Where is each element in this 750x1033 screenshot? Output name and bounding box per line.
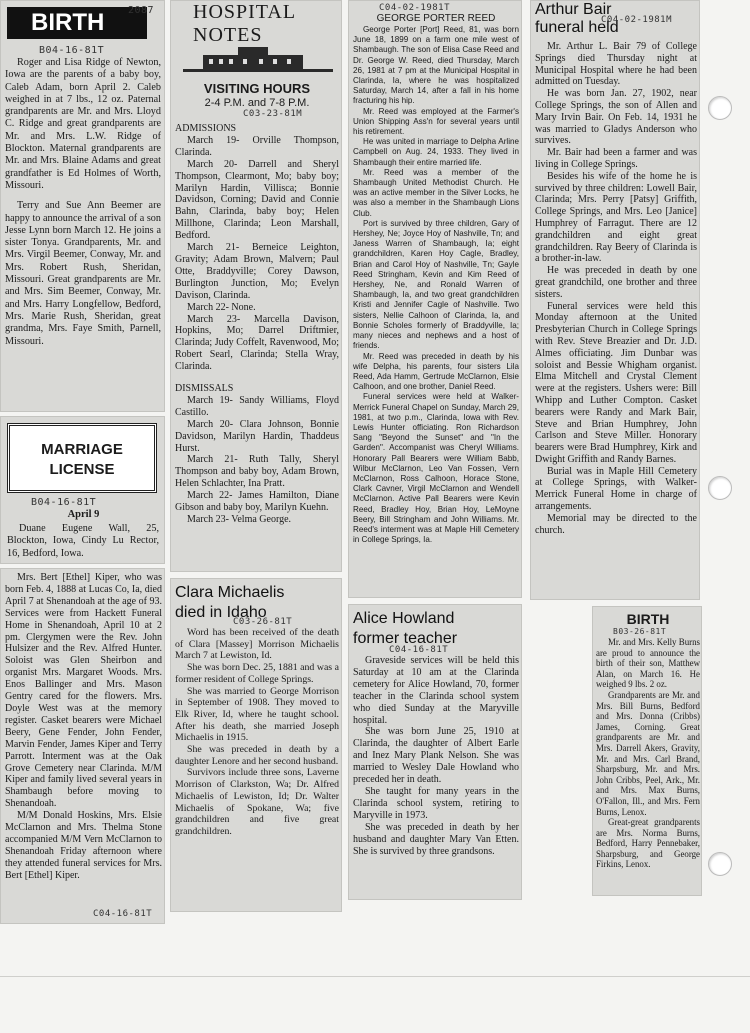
kiper-obituary-clipping — [0, 568, 165, 924]
paragraph: Mr. Bair had been a farmer and was living in College Springs. — [535, 147, 697, 170]
alice-heading — [353, 609, 457, 649]
paragraph: March 21- Berneice Leighton, Gravity; Adam Brown, Malvern; Paul Otte, Braddyville; Corey Dawson, Burlington Junction, Mo; Evelyn Davison, Clarinda. — [175, 242, 339, 301]
arthur-bair-clipping — [530, 0, 700, 600]
clara-heading-line2: died in Idaho — [175, 604, 267, 621]
paragraph: March 19- Sandy Williams, Floyd Castillo. — [175, 394, 339, 418]
alice-heading-line2: former teacher — [353, 630, 458, 647]
handwritten-date: B03-26-81T — [613, 627, 667, 636]
birth-clipping-ridge — [0, 0, 165, 412]
paragraph: Word has been received of the death of Clara [Massey] Morrison Michaelis March 7 at Lewiston, Id. — [175, 627, 339, 662]
alice-heading-line1: Alice Howland — [353, 610, 455, 627]
paragraph: March 22- None. — [187, 301, 256, 313]
visiting-hours-heading: VISITING HOURS — [203, 81, 311, 96]
handwritten-date: B04-16-81T — [39, 45, 105, 56]
handwritten-date: C04-16-81T — [93, 909, 153, 919]
hospital-masthead: HOSPITAL NOTES — [193, 1, 296, 46]
hospital-notes-clipping — [170, 0, 342, 572]
dismissals-label: DISMISSALS — [175, 383, 234, 395]
bair-text — [535, 41, 697, 536]
paragraph: Survivors include three sons, Laverne Morrison of Clarkston, Wa; Dr. Alfred Michaelis of Lewiston, Id; Dr. Walter Michaelis of Spokane, Wa; five grandchildren and five great grandchildren. — [175, 767, 339, 837]
paragraph: Besides his wife of the home he is survived by three children: Lowell Bair, Clarinda; Mrs. Perry [Patsy] Griffith, College Springs, and Mrs. Leo [Janice] Humphrey of Farragut. There are 12 grandchildren and eight great grandchildren. Ray Beery of Clarinda is a brother-in-law. — [535, 170, 697, 265]
paragraph: He was born Jan. 27, 1902, near College Springs, the son of Allen and Mary Irvin Bair. On Feb. 14, 1931 he was married to Gladys Anderson who survives. — [535, 88, 697, 147]
alice-text — [353, 655, 519, 857]
bair-heading-line1: Arthur Bair — [535, 1, 612, 18]
reed-text — [353, 25, 519, 545]
paragraph: Mr. and Mrs. Kelly Burns are proud to announce the birth of their son, Matthew Alan, on March 16. He weighed 9 lbs. 2 oz. — [596, 637, 700, 690]
marriage-heading-line2: LICENSE — [49, 461, 115, 478]
paragraph: M/M Donald Hoskins, Mrs. Elsie McClarnon and Mrs. Thelma Stone accompanied M/M Vern McClarnon to Shenandoah Friday afternoon where they attended funeral services for Mrs. Bert [Ethel] Kiper. — [5, 810, 162, 881]
paragraph: Funeral services were held at Walker-Merrick Funeral Chapel on Sunday, March 29, 1981, at two p.m., Clarinda, Iowa with Rev. Lewis Hunter officiating. Ron Richardson Sang "Beyond the Sunset" and "In the Garden". Accompanist was Cheryl Williams. Honorary Pall Bearers were William Babb, Wilbur McClarnon, Leo Van Fossen, Vern McClarnon, Ross Calhoon, Horace Stone, Clark Cavner, Virgil McClarnon and Wendell McClarnon. Active Pall Bearers were Kevin Reed, Bradley Hoy, Brian Hoy, LeMoyne Beery, Bill Stringham and John Williams. Mr. Reed's interment was at Maple Hill Cemetery in College Springs, Ia. — [353, 392, 519, 545]
alice-howland-clipping — [348, 604, 522, 900]
paragraph: Grandparents are Mr. and Mrs. Bill Burns, Bedford and Mrs. Donna (Cribbs) James, Corning. Great grandparents are Mr. and Mrs. Darrell Akers, Gravity, Mr. and Mrs. Carl Brand, Sharpsburg, Mr. and Mrs. John Cribbs, Peel, Ark., Mr. and Mrs. Max Burns, O'Fallon, Ill., and Mrs. Fern Burns, Lenox. — [596, 689, 700, 817]
paragraph: March 21- Ruth Tally, Sheryl Thompson and baby boy, Adam Brown, Helen Schlachter, Ina Pratt. — [175, 454, 339, 490]
paragraph: Funeral services were held this Monday afternoon at the United Presbyterian Church in College Springs with Rev. Steve Breazier and Dr. J.D. Almes officiating. Jim Dunbar was soloist and Bessie Whigham organist. Elma Mitchell and Crystal Clement were at the registers. Ushers were: Bill Whipp and Luther Compton. Casket bearers were Randy and Mark Bair, Steve and Brian Humphrey, John Carlson and Steve Miller. Honorary bearers were Brad Humphrey, Kirk and Dwight Griffith and Randy Barnes. — [535, 300, 697, 465]
marriage-heading-line1: MARRIAGE — [41, 441, 123, 458]
paragraph: March 22- James Hamilton, Diane Gibson and baby boy, Marilyn Kuehn. — [175, 490, 339, 514]
paragraph: She was preceded in death by her husband and daughter Mary Van Etten. She is survived by three grandsons. — [353, 821, 519, 857]
paragraph: She was preceded in death by a daughter Lenore and her second husband. — [175, 744, 339, 767]
marriage-heading-box — [7, 423, 157, 493]
paragraph: Mr. Reed was preceded in death by his wife Delpha, his parents, four sisters Lila Reed, Ada Hamm, Gertrude McClarnon, Elsie Calhoon, and one brother, Daniel Reed. — [353, 351, 519, 392]
handwritten-date: B04-16-81T — [31, 497, 97, 508]
paragraph: March 23- Velma George. — [187, 514, 292, 525]
paragraph: George Porter [Port] Reed, 81, was born June 18, 1899 on a farm one mile west of Shambaugh. The son of Elisa Case Reed and Dr. George W. Reed, died Thursday, March 26, 1981 at 7 pm at the Municipal Hospital in Clarinda, Ia, where he was hospitalized Saturday, March 14, after a fall in his home fracturing his hip. — [353, 25, 519, 106]
paragraph: Mr. Reed was a member of the Shambaugh United Methodist Church. He was an active member in the Silver Locks, he was also a member in the Shambaugh Lions Club. — [353, 167, 519, 218]
paragraph: She was born June 25, 1910 at Clarinda, the daughter of Albert Earle and Inez Mary Plank Nelson. She was married to Wesley Dale Howland who preceded her in death. — [353, 726, 519, 786]
paragraph: Great-great grandparents are Mrs. Norma Burns, Bedford, Harry Pennebaker, Sharpsburg, and George Firkins, Lenox. — [596, 817, 700, 870]
kiper-text — [5, 572, 162, 882]
hospital-text — [175, 123, 339, 526]
paragraph: March 20- Darrell and Sheryl Thompson, Clearmont, Mo; baby boy; Marilyn Hardin, Villisca; Bonnie Davidson, Corning; David and Connie Bahn, Clarinda, baby boy; Helen Millhone, Clarinda; Leon Marshall, Bedford. — [175, 158, 339, 242]
paragraph: Mr. Arthur L. Bair 79 of College Springs died Thursday night at Municipal Hospital where he had been admitted on Tuesday. — [535, 41, 697, 88]
birth-clipping-burns — [592, 606, 702, 896]
paragraph: March 20- Clara Johnson, Bonnie Davidson, Marilyn Hardin, Thaddeus Hurst. — [175, 418, 339, 454]
paragraph: March 19- Orville Thompson, Clarinda. — [175, 134, 339, 158]
clara-michaelis-clipping — [170, 578, 342, 912]
reed-obituary-clipping — [348, 0, 522, 598]
handwritten-date: C03-23-81M — [243, 109, 303, 119]
paragraph: March 23- Marcella Davison, Hopkins, Mo; Darrel Driftmier, Clarinda; Judy Coffelt, Ravenwood, Mo; Robert Searl, Clarinda; Stella Wray, Clarinda. — [175, 313, 339, 373]
birth-text — [5, 57, 161, 348]
admissions-label: ADMISSIONS — [175, 123, 237, 134]
paragraph: She was born Dec. 25, 1881 and was a former resident of College Springs. — [175, 662, 339, 685]
clara-text — [175, 627, 339, 838]
paragraph: Terry and Sue Ann Beemer are happy to announce the arrival of a son Jesse Lynn born March 12. He joins a sister Tonya. Grandparents, Mr. and Mrs. Virgil Beemer, Conway, Mr. and Mrs. Robert Rush, Sheridan, Missouri. Great grandparents are Mr. and Mrs. Sim Beemer, Conway, Mr. and Mrs. Harry Longfellow, Bedford, Mrs. Marie Rush, Sheridan, great grandma, Mrs. Faye Smith, Parnell, Missouri. — [5, 200, 161, 347]
marriage-text — [7, 523, 159, 560]
marriage-date: April 9 — [67, 509, 100, 520]
paragraph: Memorial may be directed to the church. — [535, 512, 697, 536]
paragraph: He was united in marriage to Delpha Arline Campbell on Aug. 24, 1933. They lived in Shambaugh their entire married life. — [353, 137, 519, 167]
birth2-text — [596, 637, 700, 870]
punch-hole — [708, 476, 732, 500]
birth-heading: BIRTH — [7, 7, 147, 39]
marriage-license-clipping — [0, 416, 165, 564]
handwritten-date: C04-02-1981M — [601, 15, 673, 25]
paragraph: She taught for many years in the Clarinda school system, retiring to Maryville in 1973. — [353, 785, 519, 821]
visiting-hours-times: 2-4 P.M. and 7-8 P.M. — [204, 97, 310, 109]
punch-hole — [708, 852, 732, 876]
clara-heading-line1: Clara Michaelis — [175, 584, 285, 601]
paragraph: He was preceded in death by one great grandchild, one brother and three sisters. — [535, 265, 697, 300]
paragraph: Roger and Lisa Ridge of Newton, Iowa are the parents of a baby boy, Caleb Adam, born April 2. Caleb weighed in at 7 lbs., 12 oz. Paternal grandparents are Mr. and Mrs. Lloyd C. Ridge and great grandparents are Mr. and Mrs. L.W. Ridge of Blockton. Maternal grandparents are Mr. and Mrs. Blaine Adams and great grandfather is Ed Holmes of Worth, Missouri. — [5, 57, 161, 191]
bair-heading-line2: funeral held — [535, 19, 619, 36]
paragraph: She was married to George Morrison in September of 1908. They moved to Elk River, Id, where he taught school. After his death, she married Joseph Michaelis in 1915. — [175, 685, 339, 744]
hospital-building-icon — [183, 45, 333, 75]
paragraph: Port is survived by three children, Gary of Hershey, Ne; Joyce Hoy of Nashville, Tn; and Janess Warren of Shambaugh, Ia; eight grandchildren, Karen Hoy Cagle, Bradley, Brian and Carol Hoy of Nashville, Tn; Gayle Reed Stringham, Kevin and Kim Reed of Hershey, Ne, and Ronald Warren of Shambaugh, Ia, and two great grandchildren Kristi and Jennifer Cagle of Nashville. Two sisters, Nellie Calhoon of Clarinda, Ia, and Bonnie Scholes formerly of Braddyville, Ia; many nieces and nephews and a host of friends. — [353, 218, 519, 351]
paragraph: Graveside services will be held this Saturday at 10 am at the Clarinda cemetery for Alice Howland, 70, former teacher in the Clarinda school system who died Sunday at the Maryville hospital. — [353, 655, 519, 726]
handwritten-date: C04-02-1981T — [379, 3, 451, 13]
birth-heading: BIRTH — [626, 611, 670, 627]
handwritten-date: C04-16-81T — [389, 645, 449, 655]
reed-heading: GEORGE PORTER REED — [376, 13, 496, 24]
corner-note: 2087 — [128, 5, 155, 16]
paragraph: Mr. Reed was employed at the Farmer's Union Shipping Ass'n for several years until his retirement. — [353, 106, 519, 137]
paragraph: Duane Eugene Wall, 25, Blockton, Iowa, Cindy Lu Rector, 16, Bedford, Iowa. — [7, 523, 159, 559]
paragraph: Burial was in Maple Hill Cemetery at College Springs, with Walker-Merrick Funeral Home in charge of arrangements. — [535, 465, 697, 513]
handwritten-date: C03-26-81T — [233, 617, 293, 627]
punch-hole — [708, 96, 732, 120]
page-bottom-edge — [0, 976, 750, 977]
paragraph: Mrs. Bert [Ethel] Kiper, who was born Feb. 4, 1888 at Lucas Co, Ia, died April 7 at Shenandoah at the age of 93. Services were from Hackett Funeral Home in Shenandoah, April 10 at 2 pm. Clergymen were the Rev. John Hulsizer and the Rev. Alfred Hunter. Soloist was Glen Sheirbon and organist Mrs. Margaret Woods. Mrs. Enos Ballinger and Mrs. Mason Gentry cared for the flowers. Mrs. Doyle West was at the memory register. Casket bearers were Michael Beery, Gene Fender, John Fender, Marvin Fender, James Kiper and Terry Parrott. Interment was at the Oak Grove Cemetery near Clarinda. M/M Kiper and family lived several years in Shambaugh before moving to Shenandoah. — [5, 572, 162, 810]
